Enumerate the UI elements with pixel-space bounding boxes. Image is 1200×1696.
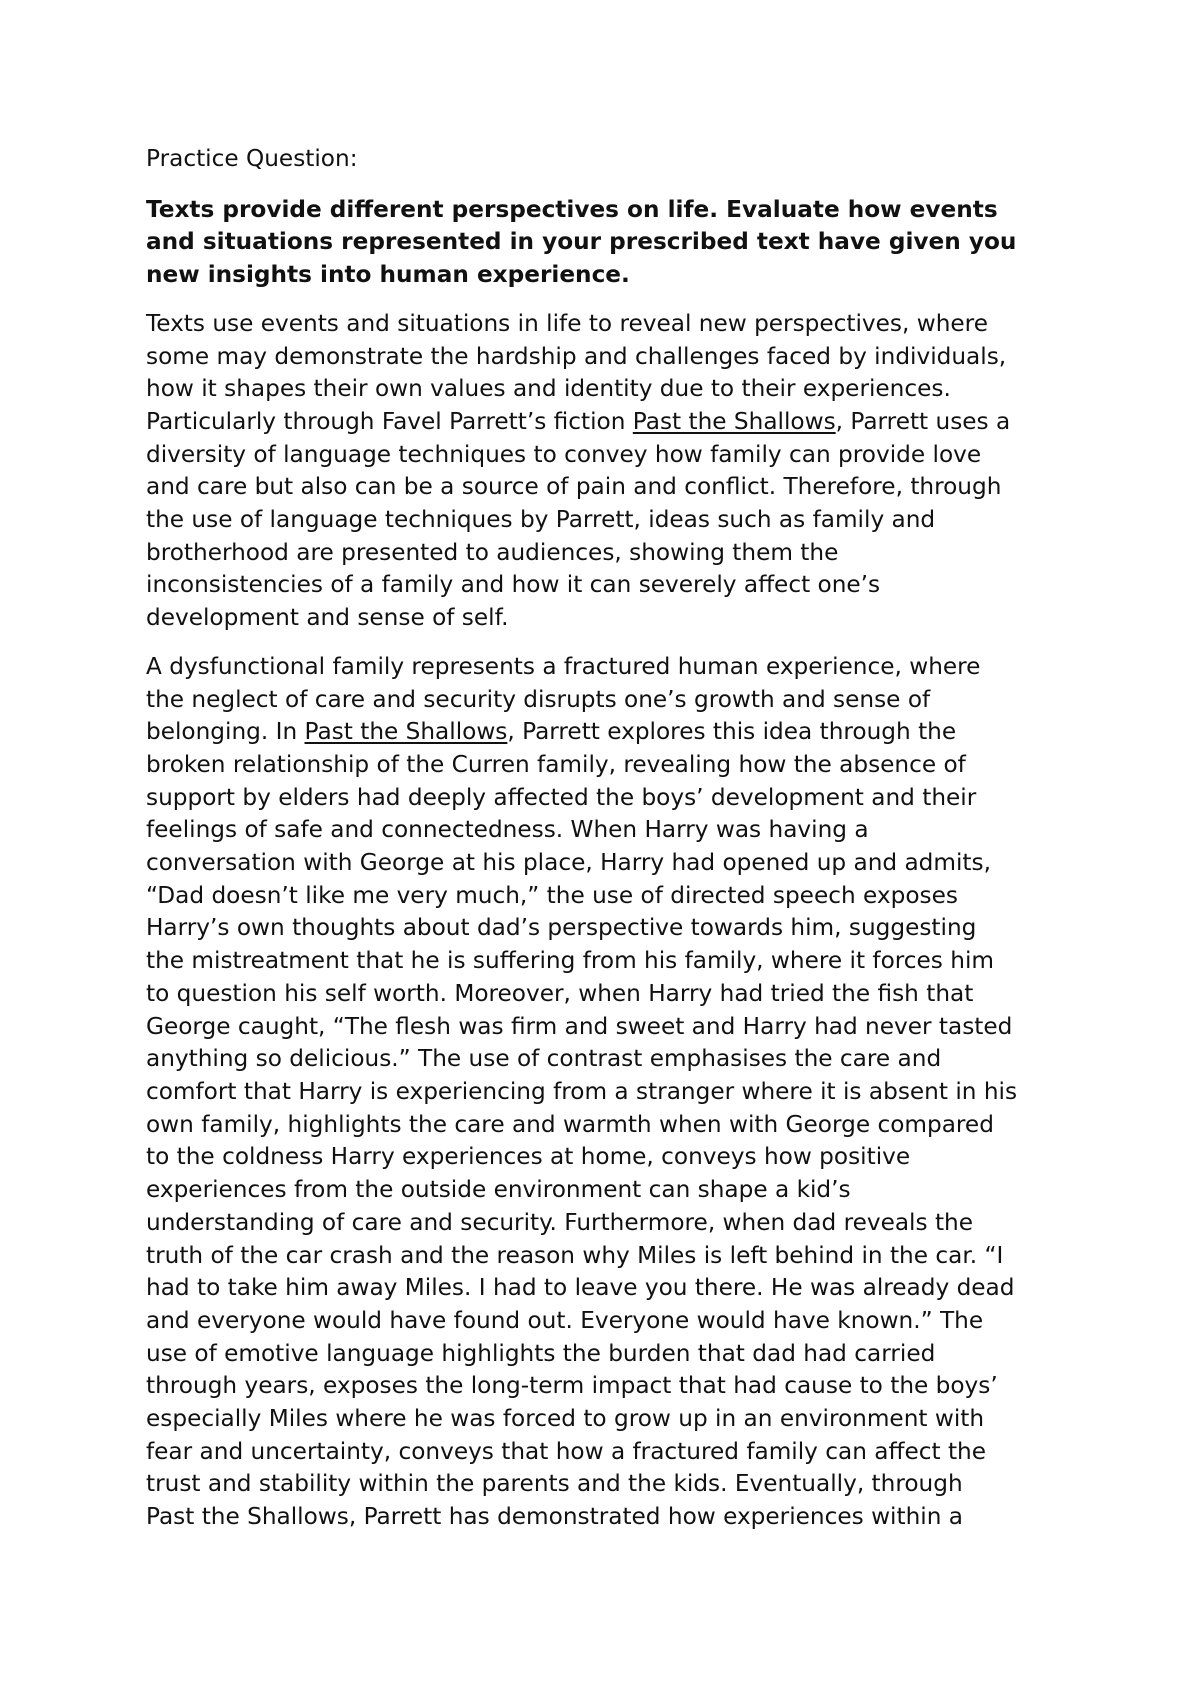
paragraph-line: how it shapes their own values and identity due to their experiences. [146, 375, 951, 403]
paragraph-line: brotherhood are presented to audiences, showing them the [146, 538, 839, 566]
paragraph-line: broken relationship of the Curren family, revealing how the absence of [146, 750, 966, 778]
paragraph-line: use of emotive language highlights the burden that dad had carried [146, 1339, 936, 1367]
paragraph-line: and care but also can be a source of pain and conflict. Therefore, through [146, 473, 1002, 501]
paragraph-line: had to take him away Miles. I had to leave you there. He was already dead [146, 1274, 1015, 1302]
paragraph-line: support by elders had deeply affected the boys’ development and their [146, 783, 977, 811]
line-text: Particularly through Favel Parrett’s fiction [146, 407, 633, 435]
paragraph-line: A dysfunctional family represents a fractured human experience, where [146, 652, 981, 680]
question-line: new insights into human experience. [146, 261, 630, 289]
paragraph-line: the neglect of care and security disrupts one’s growth and sense of [146, 685, 931, 713]
paragraph-line: and everyone would have found out. Everyone would have known.” The [146, 1306, 984, 1334]
paragraph-line: “Dad doesn’t like me very much,” the use of directed speech exposes [146, 881, 958, 909]
paragraph-line: Harry’s own thoughts about dad’s perspective towards him, suggesting [146, 914, 977, 942]
line-text: , Parrett explores this idea through the [507, 718, 957, 746]
line-text: belonging. In [146, 718, 305, 746]
paragraph-line [146, 406, 1066, 439]
paragraph-line: to question his self worth. Moreover, when Harry had tried the fish that [146, 979, 974, 1007]
paragraph-line [146, 716, 1066, 749]
question-line: and situations represented in your prescribed text have given you [146, 228, 1017, 256]
line-text: , Parrett uses a [835, 407, 1011, 435]
paragraph-line: comfort that Harry is experiencing from a stranger where it is absent in his [146, 1077, 1018, 1105]
paragraph-line: through years, exposes the long-term impact that had cause to the boys’ [146, 1372, 998, 1400]
paragraph-line: Past the Shallows, Parrett has demonstrated how experiences within a [146, 1503, 963, 1531]
paragraph-line: especially Miles where he was forced to grow up in an environment with [146, 1405, 985, 1433]
paragraph-line: the mistreatment that he is suffering from his family, where it forces him [146, 947, 994, 975]
paragraph-line: Texts use events and situations in life to reveal new perspectives, where [146, 309, 988, 337]
paragraph-line: understanding of care and security. Furthermore, when dad reveals the [146, 1208, 974, 1236]
paragraph-line: fear and uncertainty, conveys that how a fractured family can affect the [146, 1437, 987, 1465]
paragraph-line: some may demonstrate the hardship and challenges faced by individuals, [146, 342, 1007, 370]
paragraph-line: truth of the car crash and the reason why Miles is left behind in the car. “I [146, 1241, 1004, 1269]
paragraph-line: the use of language techniques by Parrett, ideas such as family and [146, 506, 936, 534]
paragraph-line: conversation with George at his place, Harry had opened up and admits, [146, 849, 991, 877]
paragraph-line: inconsistencies of a family and how it can severely affect one’s [146, 571, 881, 599]
paragraph-line: experiences from the outside environment can shape a kid’s [146, 1176, 851, 1204]
question-line: Texts provide different perspectives on life. Evaluate how events [146, 195, 998, 223]
document-content [146, 143, 1066, 1550]
body-paragraph [146, 651, 1066, 1534]
paragraph-line: to the coldness Harry experiences at home, conveys how positive [146, 1143, 911, 1171]
paragraph-line: diversity of language techniques to convey how family can provide love [146, 440, 982, 468]
paragraph-line: own family, highlights the care and warmth when with George compared [146, 1110, 994, 1138]
paragraph-line: trust and stability within the parents and the kids. Eventually, through [146, 1470, 963, 1498]
book-title-reference: Past the Shallows [632, 407, 836, 435]
introduction-paragraph [146, 308, 1066, 635]
book-title-reference: Past the Shallows [304, 718, 508, 746]
paragraph-line: anything so delicious.” The use of contrast emphasises the care and [146, 1045, 942, 1073]
question-prompt [146, 194, 1066, 292]
paragraph-line: feelings of safe and connectedness. When Harry was having a [146, 816, 869, 844]
practice-question-label: Practice Question: [146, 145, 358, 172]
paragraph-line: development and sense of self. [146, 604, 509, 632]
paragraph-line: George caught, “The flesh was firm and sweet and Harry had never tasted [146, 1012, 1013, 1040]
